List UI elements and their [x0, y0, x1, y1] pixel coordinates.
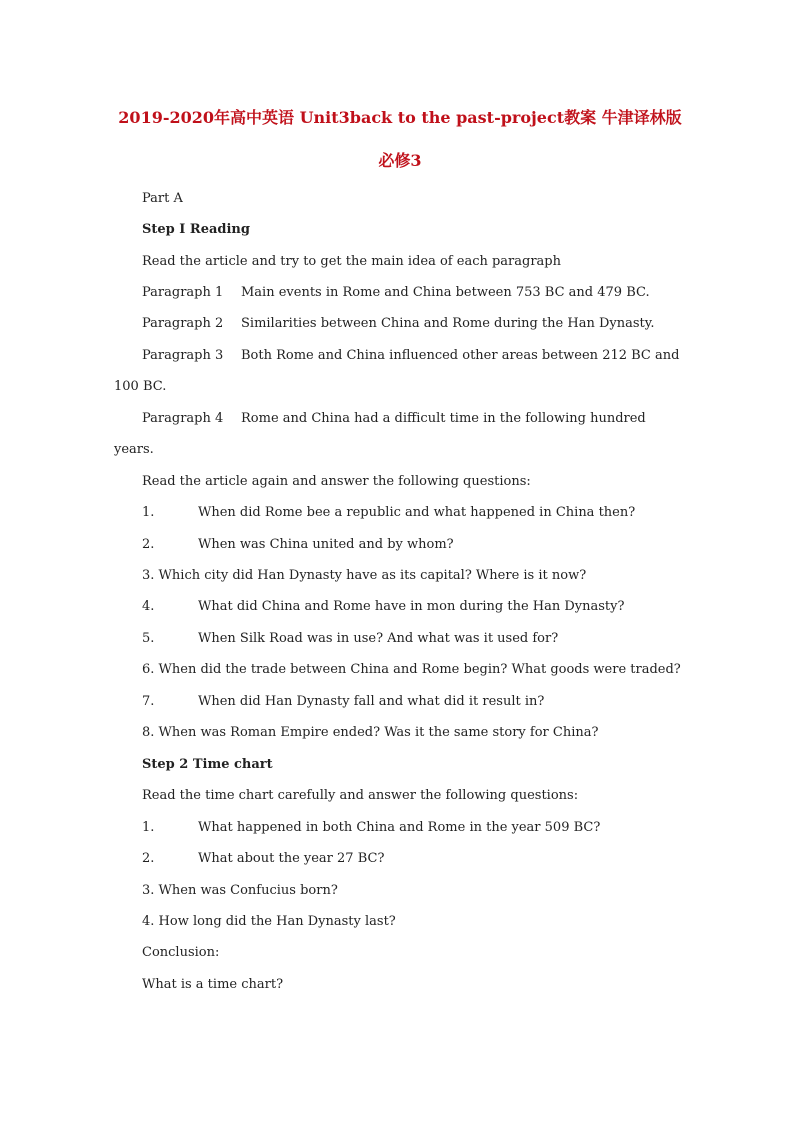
question-4	[142, 598, 624, 616]
paragraph-label: Paragraph 4	[142, 411, 224, 426]
question-number: 2.	[142, 851, 155, 866]
paragraph-label: Paragraph 2	[142, 316, 224, 331]
paragraph-summary-1	[142, 284, 650, 302]
document-title-line-1: 2019-2020年高中英语 Unit3back to the past-project教案 牛津译林版	[118, 108, 682, 127]
step-1-heading: Step I Reading	[142, 222, 250, 237]
time-chart-question-4	[142, 913, 396, 931]
question-number: 6.	[142, 662, 155, 677]
question-1	[142, 504, 635, 522]
paragraph-summary-3	[142, 347, 679, 365]
question-number: 3.	[142, 883, 155, 898]
question-text: When was Confucius born?	[158, 883, 338, 898]
question-number: 5.	[142, 631, 155, 646]
time-chart-question-2	[142, 850, 384, 868]
document-title-line-2: 必修3	[378, 151, 422, 170]
question-text: What happened in both China and Rome in the year 509 BC?	[198, 820, 601, 835]
paragraph-summary-4	[142, 410, 646, 428]
conclusion-question: What is a time chart?	[142, 977, 284, 992]
question-text: What did China and Rome have in mon during the Han Dynasty?	[198, 599, 625, 614]
question-5	[142, 630, 558, 648]
conclusion-label: Conclusion:	[142, 945, 220, 960]
question-text: When was China united and by whom?	[198, 537, 454, 552]
paragraph-text: Similarities between China and Rome during the Han Dynasty.	[241, 316, 655, 331]
question-2	[142, 536, 454, 554]
paragraph-summary-2	[142, 315, 655, 333]
question-8	[142, 724, 598, 742]
question-number: 7.	[142, 694, 155, 709]
paragraph-label: Paragraph 1	[142, 285, 224, 300]
step-2-intro: Read the time chart carefully and answer the following questions:	[142, 788, 579, 803]
question-number: 2.	[142, 537, 155, 552]
paragraph-summary-3-continued: 100 BC.	[114, 379, 167, 394]
question-text: Which city did Han Dynasty have as its capital? Where is it now?	[158, 568, 587, 583]
time-chart-question-3	[142, 882, 338, 900]
question-number: 3.	[142, 568, 155, 583]
part-a-heading: Part A	[142, 191, 183, 206]
question-3	[142, 567, 586, 585]
paragraph-text: Rome and China had a difficult time in the following hundred	[241, 411, 646, 426]
question-number: 4.	[142, 914, 155, 929]
paragraph-text: Both Rome and China influenced other areas between 212 BC and	[241, 348, 680, 363]
question-text: When did Han Dynasty fall and what did it result in?	[198, 694, 545, 709]
question-number: 1.	[142, 505, 155, 520]
paragraph-label: Paragraph 3	[142, 348, 224, 363]
time-chart-question-1	[142, 819, 600, 837]
paragraph-text: Main events in Rome and China between 753 BC and 479 BC.	[241, 285, 650, 300]
question-text: When did Rome bee a republic and what happened in China then?	[198, 505, 636, 520]
question-6	[142, 661, 681, 679]
question-7	[142, 693, 544, 711]
question-text: When did the trade between China and Rome begin? What goods were traded?	[158, 662, 681, 677]
questions-intro: Read the article again and answer the following questions:	[142, 474, 531, 489]
question-text: When Silk Road was in use? And what was it used for?	[198, 631, 559, 646]
step-2-heading: Step 2 Time chart	[142, 757, 273, 772]
paragraph-summary-4-continued: years.	[114, 442, 154, 457]
question-text: What about the year 27 BC?	[198, 851, 385, 866]
question-number: 1.	[142, 820, 155, 835]
question-text: When was Roman Empire ended? Was it the same story for China?	[158, 725, 599, 740]
question-text: How long did the Han Dynasty last?	[158, 914, 396, 929]
step-1-intro: Read the article and try to get the main idea of each paragraph	[142, 254, 562, 269]
question-number: 4.	[142, 599, 155, 614]
question-number: 8.	[142, 725, 155, 740]
